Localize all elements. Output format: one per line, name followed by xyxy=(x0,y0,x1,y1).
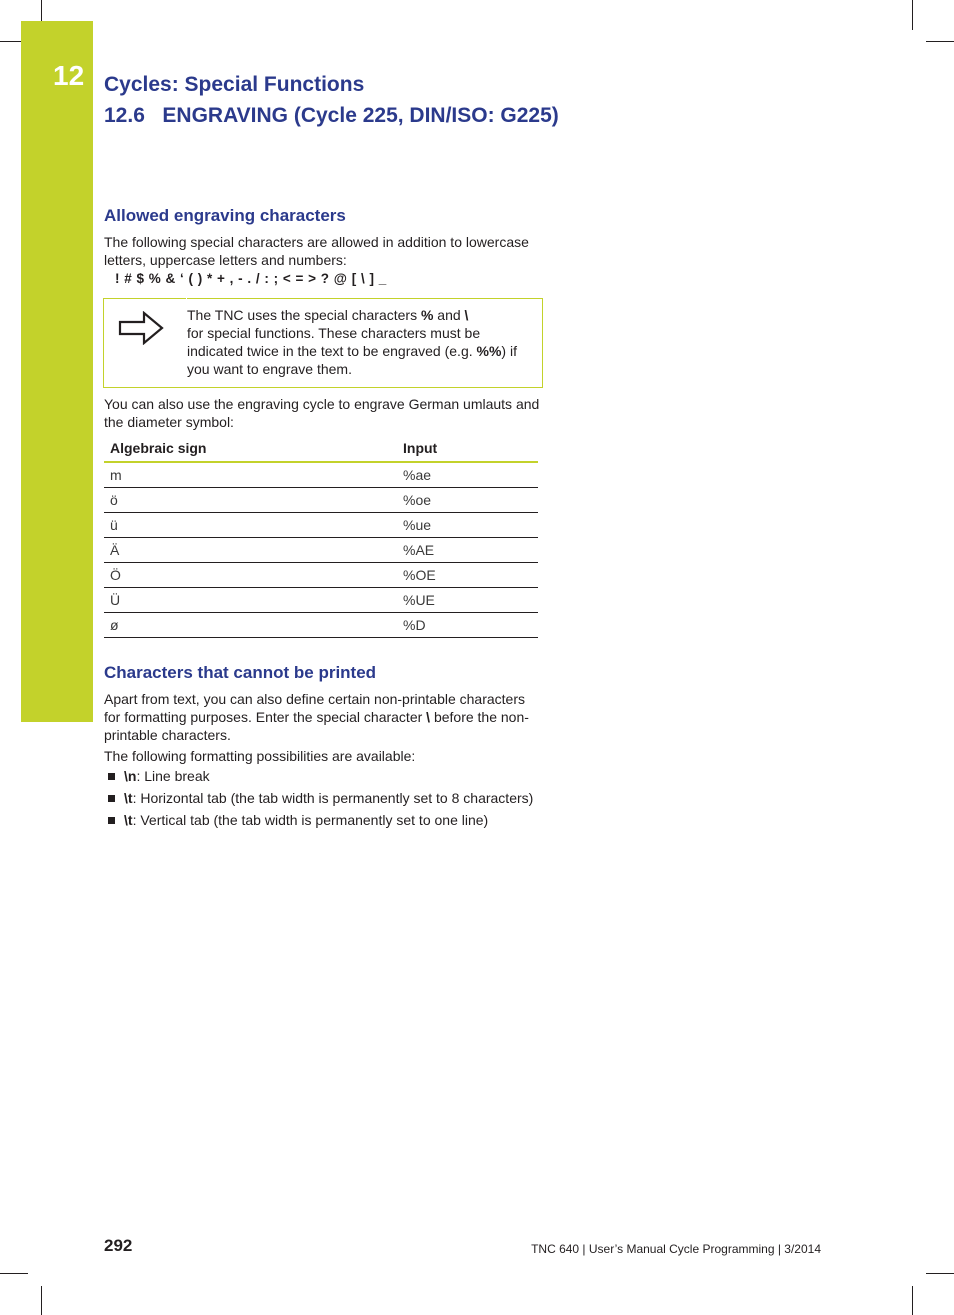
table-row: ø %D xyxy=(104,613,538,638)
umlauts-intro: You can also use the engraving cycle to engrave German umlauts and the diameter symbol: xyxy=(104,396,540,430)
table-row: ö %oe xyxy=(104,488,538,513)
table-row: m %ae xyxy=(104,462,538,488)
nonprint-heading: Characters that cannot be printed xyxy=(104,663,377,682)
note-text: The TNC uses the special characters % and \ for special functions. These characters must be indicated twice in the text to be engraved (e.g. %%) if you want to engrave them. xyxy=(187,307,517,377)
nonprint-para: Apart from text, you can also define certain non-printable characters for formatting purposes. Enter the special character \ before the non-printable characters. xyxy=(104,691,529,743)
list-item: \t: Vertical tab (the tab width is permanently set to one line) xyxy=(104,812,534,829)
table-row: ü %ue xyxy=(104,513,538,538)
example-code: %% xyxy=(476,343,502,359)
list-item: \t: Horizontal tab (the tab width is permanently set to 8 characters) xyxy=(104,790,534,807)
allowed-heading: Allowed engraving characters xyxy=(104,206,346,225)
bullet-square-icon xyxy=(108,773,115,780)
bullet-square-icon xyxy=(108,817,115,824)
nonprint-para2: The following formatting possibilities are available: xyxy=(104,748,416,764)
percent-char: % xyxy=(420,307,434,323)
chapter-title: Cycles: Special Functions xyxy=(104,73,365,96)
crop-mark-bottom-left-h xyxy=(0,1273,28,1274)
section-name: ENGRAVING (Cycle 225, DIN/ISO: G225) xyxy=(162,104,559,127)
table-header-row xyxy=(104,434,538,462)
format-list xyxy=(104,768,534,834)
header-input: Input xyxy=(399,434,538,462)
table-row: Ü %UE xyxy=(104,588,538,613)
umlaut-table xyxy=(104,434,538,638)
backslash-char: \ xyxy=(464,307,469,323)
chapter-sidebar xyxy=(21,21,93,722)
table-row: Ö %OE xyxy=(104,563,538,588)
backslash-char: \ xyxy=(426,709,431,725)
bullet-square-icon xyxy=(108,795,115,802)
special-characters: ! # $ % & ‘ ( ) * + , - . / : ; < = > ? @ [ \ ] _ xyxy=(115,271,387,286)
arrow-right-icon xyxy=(118,311,164,345)
chapter-number: 12 xyxy=(53,60,85,91)
list-item: \n: Line break xyxy=(104,768,534,785)
crop-mark-bottom-right-h xyxy=(926,1273,954,1274)
crop-mark-bottom-left-v xyxy=(41,1286,42,1315)
allowed-intro: The following special characters are allowed in addition to lowercase letters, uppercase letters and numbers: xyxy=(104,234,529,268)
section-number: 12.6 xyxy=(104,104,145,127)
crop-mark-top-left-v xyxy=(41,0,42,22)
crop-mark-top-right-h xyxy=(926,41,954,42)
crop-mark-top-right-v xyxy=(912,0,913,30)
header-algebraic-sign: Algebraic sign xyxy=(104,434,399,462)
crop-mark-top-left-h xyxy=(0,41,22,42)
section-title xyxy=(104,104,559,128)
crop-mark-bottom-right-v xyxy=(912,1286,913,1315)
footer-text: TNC 640 | User’s Manual Cycle Programming | 3/2014 xyxy=(531,1242,821,1256)
note-box xyxy=(103,298,543,388)
page-number: 292 xyxy=(104,1236,133,1255)
table-row: Ä %AE xyxy=(104,538,538,563)
